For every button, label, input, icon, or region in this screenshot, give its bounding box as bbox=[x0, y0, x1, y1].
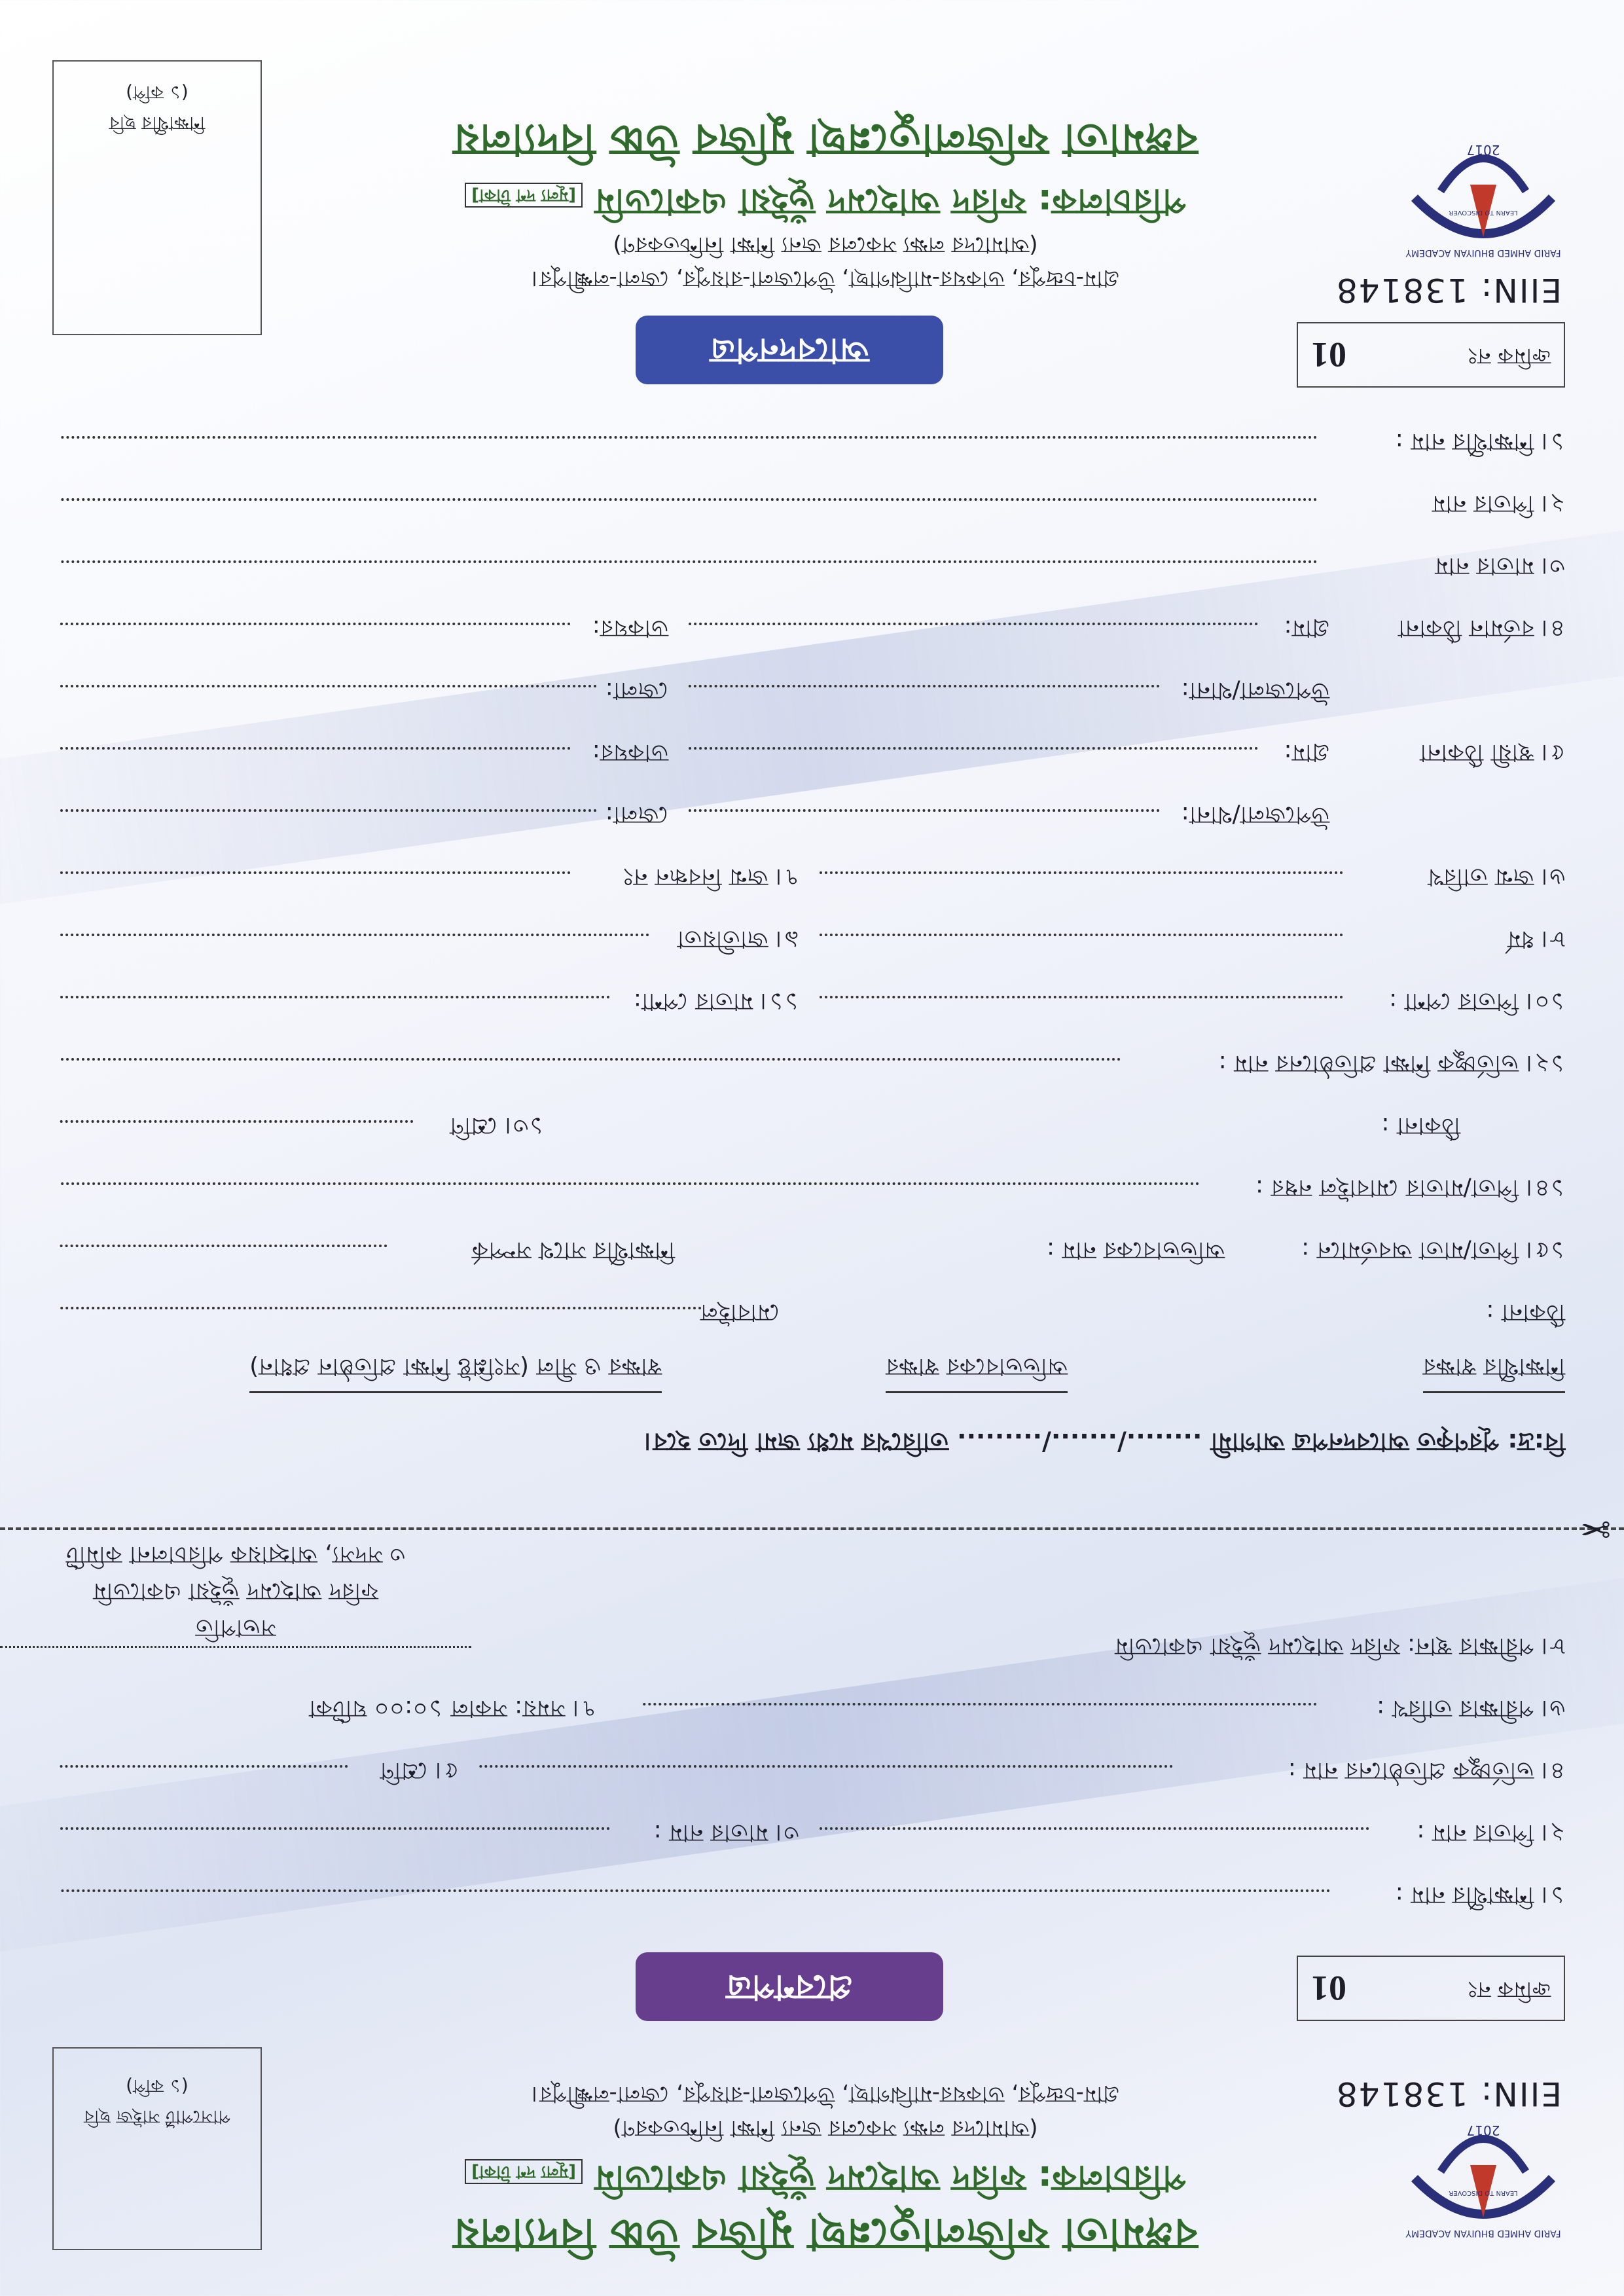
fill-line[interactable] bbox=[60, 436, 1316, 439]
field-row bbox=[60, 1039, 1565, 1101]
fill-line[interactable] bbox=[819, 996, 1343, 998]
field-label: ২। পিতার নাম : bbox=[1416, 1819, 1565, 1846]
logo-text: FARID AHMED BHUIYAN ACADEMY bbox=[1405, 247, 1561, 258]
logo-motto: LEARN TO DISCOVER bbox=[1449, 2189, 1518, 2196]
field-label: ১১। মাতার পেশা: bbox=[633, 988, 799, 1015]
field-label: ৯। জাতীয়তা bbox=[677, 926, 799, 953]
director-text: পরিচালক: ফরিদ আহমেদ ভূঁইয়া একাডেমি bbox=[594, 181, 1186, 223]
field-row bbox=[60, 604, 1565, 666]
field-label: ডাকঘর: bbox=[592, 739, 668, 766]
logo-motto: LEARN TO DISCOVER bbox=[1449, 209, 1518, 216]
fill-line[interactable] bbox=[60, 1058, 1120, 1061]
scissors-icon: ✂ bbox=[1580, 1507, 1611, 1550]
fill-line[interactable] bbox=[688, 623, 1257, 625]
logo-text: FARID AHMED BHUIYAN ACADEMY bbox=[1405, 2228, 1561, 2238]
fill-line[interactable] bbox=[819, 934, 1343, 936]
subtitle: (আমাদের লক্ষ্য সকলের জন্য শিক্ষা নিশ্চিতকরণ) bbox=[613, 232, 1038, 258]
fill-line[interactable] bbox=[819, 871, 1343, 874]
field-row bbox=[60, 852, 1565, 915]
field-row bbox=[60, 728, 1565, 790]
title-block bbox=[334, 2077, 1316, 2263]
field-row bbox=[60, 1870, 1565, 1933]
eiin-number: EIIN: 138148 bbox=[1335, 271, 1562, 309]
field-label: ১২। ভর্তিচ্ছুক শিক্ষা প্রতিষ্ঠানের নাম : bbox=[1218, 1050, 1565, 1077]
office-line-2: ফরিদ আহমেদ ভূঁইয়া একাডেমি bbox=[93, 1578, 378, 1605]
form-footer bbox=[60, 1353, 1565, 1461]
field-label: ৫। স্থায়ী ঠিকানা bbox=[1420, 739, 1565, 766]
field-label: জেলা: bbox=[605, 801, 668, 828]
field-label: ১০। পিতার পেশা : bbox=[1389, 988, 1565, 1015]
field-label: জেলা: bbox=[605, 677, 668, 704]
director-text: পরিচালক: ফরিদ আহমেদ ভূঁইয়া একাডেমি bbox=[594, 2158, 1186, 2199]
field-label: ৭। সময়: সকাল ১০:০০ ঘটিকা bbox=[309, 1695, 596, 1722]
field-label: ১। শিক্ষার্থীর নাম : bbox=[1395, 1882, 1565, 1908]
guardian-signature: অভিভাবকের স্বাক্ষর bbox=[886, 1345, 1068, 1393]
fill-line[interactable] bbox=[60, 1889, 1329, 1892]
fill-line[interactable] bbox=[688, 685, 1159, 687]
fill-line[interactable] bbox=[60, 498, 1316, 501]
student-signature: শিক্ষার্থীর স্বাক্ষর bbox=[1423, 1345, 1565, 1393]
academy-logo-icon bbox=[1401, 2106, 1565, 2257]
school-name: বঙ্গমাতা ফজিলাতুন্নেছা মুজিব উচ্চ বিদ্যালয় bbox=[453, 115, 1198, 165]
field-label: ৬। পরীক্ষার তারিখ : bbox=[1377, 1695, 1565, 1722]
field-label: ঠিকানা : bbox=[1486, 1299, 1565, 1326]
field-label: ১৫। পিতা/মাতা অবর্তমানে : bbox=[1301, 1237, 1565, 1264]
field-row bbox=[60, 1746, 1565, 1808]
fill-line[interactable] bbox=[478, 1765, 1172, 1768]
deadline-note: বি:দ্র: পূরণকৃত আবেদনপত্র আগামী ......../......./......... তারিখের মধ্যে জমা দিতে হবে। bbox=[644, 1428, 1565, 1457]
address: গ্রাম-চন্দ্রপুর, ডাকঘর-মাঝিগাছা, উপজেলা-রায়পুর, জেলা-লক্ষ্মীপুর। bbox=[531, 2081, 1120, 2107]
field-row bbox=[60, 1808, 1565, 1870]
fill-line[interactable] bbox=[60, 871, 570, 874]
field-label: ৫। শ্রেণি bbox=[380, 1757, 459, 1784]
academy-logo-icon bbox=[1401, 126, 1565, 276]
header bbox=[0, 47, 1624, 388]
serial-number: 01 bbox=[1311, 335, 1346, 374]
fill-line[interactable] bbox=[60, 560, 1316, 563]
fill-line[interactable] bbox=[60, 685, 596, 687]
fill-line[interactable] bbox=[60, 747, 570, 750]
field-row bbox=[60, 1684, 1565, 1746]
fill-line[interactable] bbox=[60, 809, 596, 812]
admit-card bbox=[0, 1543, 1624, 2296]
admit-card-badge: প্রবেশপত্র bbox=[636, 1952, 943, 2021]
photo-box bbox=[52, 2047, 262, 2250]
field-label: ২। পিতার নাম bbox=[1432, 490, 1565, 517]
photo-label: শিক্ষার্থীর ছবি bbox=[109, 113, 206, 134]
fill-line[interactable] bbox=[688, 747, 1257, 750]
fill-line[interactable] bbox=[688, 809, 1159, 812]
fill-line[interactable] bbox=[642, 1703, 1316, 1705]
price-tag: [মূল্য দশ টাকা] bbox=[465, 183, 583, 208]
serial-label: ক্রমিক নং bbox=[1468, 343, 1551, 370]
field-label: অভিভাবকের নাম : bbox=[1047, 1237, 1225, 1264]
field-label: মোবাইল bbox=[700, 1299, 780, 1326]
serial-box bbox=[1297, 322, 1565, 388]
head-signature: স্বাক্ষর ও সীল (সংশ্লিষ্ট শিক্ষা প্রতিষ্ঠান প্রধান) bbox=[249, 1345, 662, 1393]
fill-line[interactable] bbox=[819, 1827, 1369, 1830]
field-label: গ্রাম: bbox=[1284, 739, 1329, 766]
application-fields bbox=[60, 417, 1565, 1350]
field-row bbox=[60, 1226, 1565, 1288]
director-line bbox=[334, 169, 1316, 228]
field-label: ১৩। শ্রেণি bbox=[450, 1112, 544, 1139]
office-line-1: সভাপতি bbox=[0, 1609, 471, 1648]
logo-year: 2017 bbox=[1466, 2123, 1500, 2138]
serial-label: ক্রমিক নং bbox=[1468, 1977, 1551, 2003]
field-row bbox=[60, 915, 1565, 977]
field-row bbox=[60, 1101, 1565, 1163]
field-label: ৬। জন্ম তারিখ bbox=[1428, 864, 1565, 890]
school-name: বঙ্গমাতা ফজিলাতুন্নেছা মুজিব উচ্চ বিদ্যালয় bbox=[453, 2209, 1198, 2259]
field-row bbox=[60, 479, 1565, 541]
field-label: ৮। পরীক্ষার স্থান: ফরিদ আহমেদ ভূঁইয়া একাডেমি bbox=[1115, 1633, 1565, 1660]
field-row bbox=[60, 1163, 1565, 1226]
field-label: ১। শিক্ষার্থীর নাম : bbox=[1395, 428, 1565, 455]
field-label: ৩। মাতার নাম : bbox=[653, 1819, 799, 1846]
fill-line[interactable] bbox=[60, 1827, 609, 1830]
header bbox=[0, 1929, 1624, 2270]
fill-line[interactable] bbox=[60, 1307, 701, 1309]
serial-box bbox=[1297, 1956, 1565, 2021]
application-badge: আবেদনপত্র bbox=[636, 316, 943, 384]
field-label: ৪। বর্তমান ঠিকানা bbox=[1398, 615, 1565, 642]
field-label: ঠিকানা : bbox=[1381, 1112, 1460, 1139]
subtitle: (আমাদের লক্ষ্য সকলের জন্য শিক্ষা নিশ্চিতকরণ) bbox=[613, 2115, 1038, 2141]
field-label: গ্রাম: bbox=[1284, 615, 1329, 642]
office-signature bbox=[0, 1536, 471, 1648]
field-row bbox=[60, 977, 1565, 1039]
title-block bbox=[334, 110, 1316, 296]
logo-year: 2017 bbox=[1466, 142, 1500, 158]
field-label: ৩। মাতার নাম bbox=[1435, 553, 1565, 579]
cut-line bbox=[0, 1527, 1624, 1530]
photo-box bbox=[52, 60, 262, 335]
eiin-number: EIIN: 138148 bbox=[1335, 2075, 1562, 2113]
photo-label: পাসপোর্ট সাইজ ছবি bbox=[84, 2106, 230, 2128]
field-label: ডাকঘর: bbox=[592, 615, 668, 642]
fill-line[interactable] bbox=[60, 1765, 348, 1768]
field-label: উপজেলা/থানা: bbox=[1181, 677, 1329, 704]
field-row bbox=[60, 541, 1565, 604]
fill-line[interactable] bbox=[60, 934, 649, 936]
fill-line[interactable] bbox=[60, 996, 609, 998]
director-line bbox=[334, 2145, 1316, 2204]
photo-sub: (১ কপি) bbox=[126, 82, 189, 103]
office-line-3: ৩ সদস্য, আহ্বায়ক পরিচালনা কমিটি bbox=[65, 1541, 406, 1568]
field-label: উপজেলা/থানা: bbox=[1181, 801, 1329, 828]
fill-line[interactable] bbox=[60, 623, 570, 625]
field-row bbox=[60, 790, 1565, 852]
field-label: শিক্ষার্থীর সাথে সম্পর্ক bbox=[471, 1237, 675, 1264]
fill-line[interactable] bbox=[60, 1120, 413, 1123]
field-row bbox=[60, 417, 1565, 479]
field-row bbox=[60, 1288, 1565, 1350]
field-row bbox=[60, 666, 1565, 728]
fill-line[interactable] bbox=[60, 1182, 1199, 1185]
field-label: ৮। ধর্ম bbox=[1507, 926, 1565, 953]
fill-line[interactable] bbox=[60, 1245, 387, 1247]
photo-sub: (১ কপি) bbox=[126, 2075, 189, 2097]
admit-fields bbox=[60, 1622, 1565, 1933]
price-tag: [মূল্য দশ টাকা] bbox=[465, 2159, 583, 2184]
field-label: ৭। জন্ম নিবন্ধন নং bbox=[623, 864, 799, 890]
field-label: ১৪। পিতা/মাতার মোবাইল নম্বর : bbox=[1255, 1175, 1565, 1201]
address: গ্রাম-চন্দ্রপুর, ডাকঘর-মাঝিগাছা, উপজেলা-রায়পুর, জেলা-লক্ষ্মীপুর। bbox=[531, 266, 1120, 292]
field-label: ৪। ভর্তিচ্ছুক প্রতিষ্ঠানের নাম : bbox=[1288, 1757, 1565, 1784]
serial-number: 01 bbox=[1311, 1969, 1346, 2008]
